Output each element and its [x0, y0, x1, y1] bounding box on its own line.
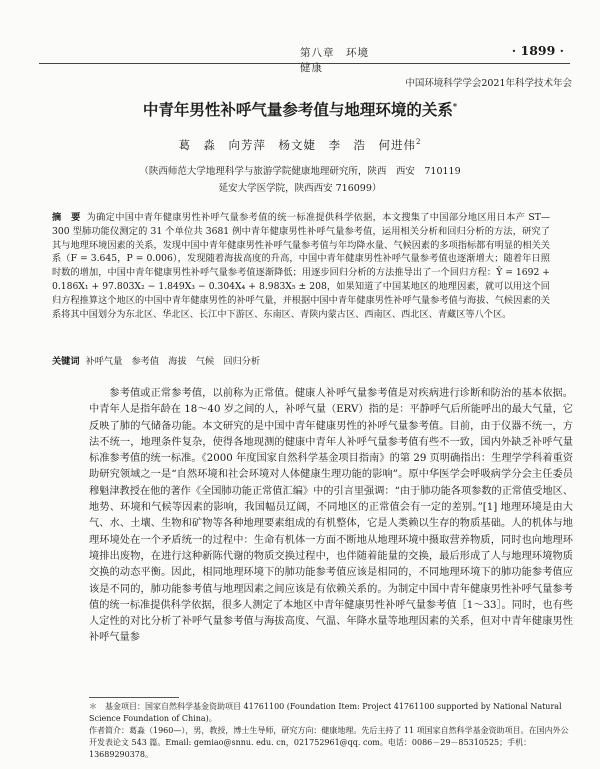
abstract [52, 211, 550, 321]
body-paragraph: 参考值或正常参考值，以前称为正常值。健康人补呼气量参考值是对疾病进行诊断和防治的基本依据。中青年人是指年龄在 18～40 岁之间的人，补呼气量（ERV）指的是：平静呼气后所能呼出的最大气量，它反映了肺的气储备功能。本文研究的是中国中青年健康男性的补呼气量参考值。目前，由于仪器不统一，方法不统一，地理条件复杂，使得各地现测的健康中青年人补呼气量参考值有些不一致，国内外缺乏补呼气量标准参考值的统一标准。《2000 年度国家自然科学基金项目指南》的第 29 页明确指出：生理学学科着重资助研究领域之一是“自然环境和社会环境对人体健康生理功能的影响”。原中华医学会呼吸病学分会主任委员穆魁津教授在他的著作《全国肺功能正常值汇编》中的引言里强调：“由于肺功能各项参数的正常值受地区、地势、环境和气候等因素的影响，我国幅员辽阔，不同地区的正常值会有一定的差别。”[1] 地理环境是由大气、水、土壤、生物和矿物等各种地理要素组成的有机整体，它是人类赖以生存的物质基础。人的机体与地理环境处在一个矛盾统一的过程中：生命有机体一方面不断地从地理环境中摄取营养物质，同时也向地理环境排出废物，在进行这种新陈代谢的物质交换过程中，也伴随着能量的交换，最后形成了人与地理环境物质交换的动态平衡。因此，相同地理环境下的肺功能参考值应该是相同的，不同地理环境下的肺功能参考值应该是不同的，肺功能参考值与地理因素之间应该是有依赖关系的。为制定中国中青年健康男性补呼气量参考值的统一标准提供科学依据，很多人测定了本地区中青年健康男性补呼气量参考值［1～33］。同时，也有些人定性的对比分析了补呼气量参考值与海拔高度、气温、年降水量等地理因素的关系，但对中青年健康男性补呼气量参 [89, 388, 574, 644]
keywords [52, 353, 550, 367]
page-number: · 1899 · [511, 43, 564, 58]
header-rule [39, 63, 570, 64]
title-footnote-mark: * [452, 100, 458, 111]
footnote-rule [89, 697, 179, 698]
keywords-label: 关键词 [52, 356, 80, 367]
abstract-text: 为确定中国中青年健康男性补呼气量参考值的统一标准提供科学依据，本文搜集了中国部分地区用日本产 ST—300 型肺功能仪测定的 31 个单位共 3681 例中青年健康男性补呼气量参考值，运用相关分析和回归分析的方法，研究了其与地理环境因素的关系，发现中国中青年健康男性补呼气量参考值与年均降水量、气候因素的多项指标都有明显的相关关系（F = 3.645，P = 0.006），发现随着海拔高度的升高，中国中青年健康男性补呼气量参考值也逐渐增大；随着年日照时数的增加，中国中青年健康男性补呼气量参考值逐渐降低；用逐步回归分析的方法推导出了一个回归方程：Ŷ = 1692 + 0.186X₁ + 97.803X₂ − 1.849X₃ − 0.304X₄ + 8.983X₅ ± 208，如果知道了中国某地区的地理因素，就可以用这个回归方程推算这个地区的中国中青年健康男性的补呼气量，并根据中国中青年健康男性补呼气量参考值与海拔、气候因素的关系将其中国划分为东北区、华北区、长江中下游区、东南区、青陕内蒙古区、西南区、西北区、青藏区等八个区。 [52, 212, 551, 320]
author-mark: 2 [416, 138, 422, 147]
footnote-author-bio: 作者简介：葛淼（1960—），男，教授，博士生导师，研究方向：健康地理。先后主持了 11 项国家自然科学基金资助项目。在国内外公开发表论文 543 篇。Email: gemiao@snnu. edu. cn，021752961@qq. com。电话：0086－29－85310525；手机：13689290378。 [89, 726, 569, 759]
title-text: 中青年男性补呼气量参考值与地理环境的关系 [142, 100, 453, 119]
conference-name: 中国环境科学学会2021年科学技术年会 [405, 78, 572, 89]
abstract-label: 摘 要 [52, 212, 81, 223]
footnote-funding: ＊ 基金项目：国家自然科学基金资助项目 41761100 (Foundation Item: Project 41761100 supported by National Natural Science Foundation of China)。 [89, 702, 562, 723]
affiliation-line-1: （陕西师范大学地理科学与旅游学院健康地理研究所，陕西 西安 710119 [139, 166, 461, 177]
running-head-chapter: 第八章 环境健康 [300, 47, 369, 74]
affiliation-line-2: 延安大学医学院，陕西西安 716099） [218, 183, 382, 194]
author-list [40, 137, 560, 153]
authors-text: 葛 淼 向芳萍 杨文婕 李 浩 何进伟 [178, 138, 417, 152]
paper-title [40, 98, 560, 120]
keywords-text: 补呼气量 参考值 海拔 气候 回归分析 [85, 356, 261, 367]
